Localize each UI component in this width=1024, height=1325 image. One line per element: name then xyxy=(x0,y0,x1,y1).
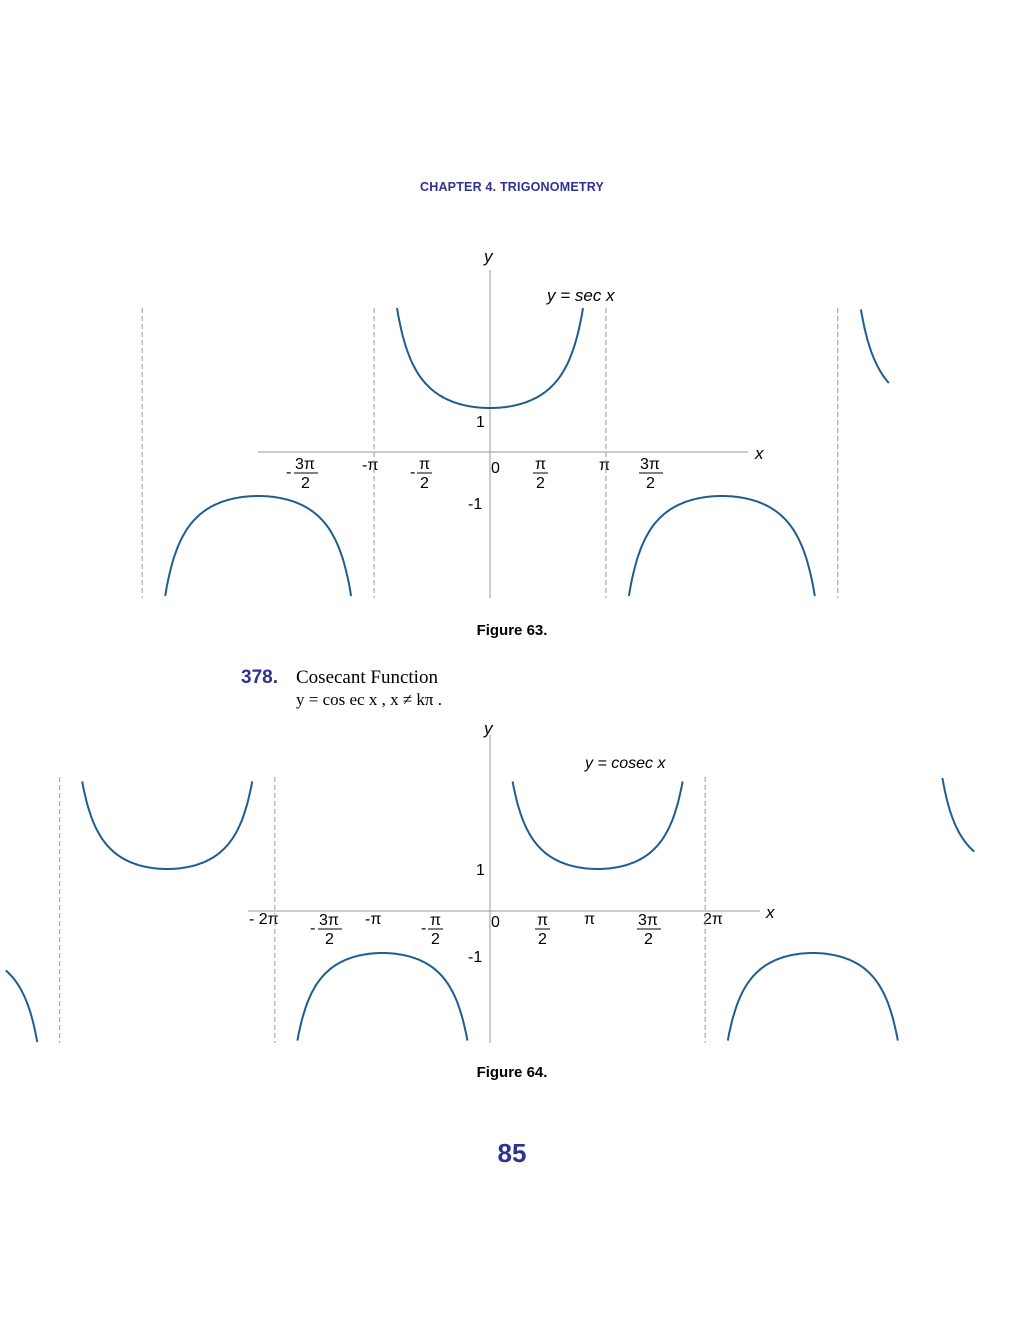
tick-minus-three-pi-over-2 xyxy=(310,912,342,948)
svg-text:-: - xyxy=(421,920,427,937)
sec-branch xyxy=(861,309,889,383)
svg-text:2: 2 xyxy=(325,931,334,948)
cosec-branch xyxy=(513,781,683,869)
tick-pi: π xyxy=(599,457,611,474)
svg-text:2: 2 xyxy=(420,475,429,492)
tick-zero: 0 xyxy=(491,914,500,931)
tick-minus-pi-over-2 xyxy=(421,912,443,948)
tick-minus-pi: -π xyxy=(365,911,382,928)
tick-pi-over-2 xyxy=(535,912,550,948)
svg-text:2: 2 xyxy=(536,475,545,492)
tick-pi: π xyxy=(584,911,596,928)
svg-text:π: π xyxy=(535,456,547,473)
svg-text:-: - xyxy=(286,464,292,481)
svg-text:π: π xyxy=(430,912,442,929)
tick-three-pi-over-2 xyxy=(637,912,661,948)
x-axis-label: x xyxy=(766,903,775,922)
svg-text:-: - xyxy=(310,920,316,937)
section-title: Cosecant Function xyxy=(296,667,438,688)
cosec-graph xyxy=(0,705,1024,1055)
sec-branch xyxy=(629,496,815,596)
tick-minus-one: -1 xyxy=(468,949,483,966)
figure-64-caption: Figure 64. xyxy=(476,1064,548,1081)
tick-pi-over-2 xyxy=(533,456,548,492)
tick-minus-pi: -π xyxy=(362,457,379,474)
tick-two-pi: 2π xyxy=(703,911,723,928)
sec-graph xyxy=(0,230,1024,610)
svg-text:π: π xyxy=(537,912,549,929)
y-axis-label: y xyxy=(484,247,493,266)
sec-branch xyxy=(165,496,351,596)
cosec-branch xyxy=(942,778,974,852)
svg-text:3π: 3π xyxy=(640,456,660,473)
svg-text:3π: 3π xyxy=(295,456,315,473)
function-label: y = sec x xyxy=(547,286,615,305)
svg-text:3π: 3π xyxy=(319,912,339,929)
svg-text:2: 2 xyxy=(431,931,440,948)
svg-text:2: 2 xyxy=(301,475,310,492)
tick-zero: 0 xyxy=(491,460,500,477)
chapter-header: CHAPTER 4. TRIGONOMETRY xyxy=(419,180,604,194)
x-axis-label: x xyxy=(755,444,764,463)
svg-text:3π: 3π xyxy=(638,912,658,929)
svg-text:2: 2 xyxy=(538,931,547,948)
tick-minus-two-pi: - 2π xyxy=(249,911,279,928)
tick-minus-one: -1 xyxy=(468,496,483,513)
figure-63-caption: Figure 63. xyxy=(476,622,548,639)
function-label: y = cosec x xyxy=(585,755,666,772)
cosec-branch xyxy=(82,781,252,869)
y-axis-label: y xyxy=(484,719,493,738)
tick-minus-pi-over-2 xyxy=(410,456,432,492)
page-number: 85 xyxy=(497,1138,527,1168)
svg-text:-: - xyxy=(410,464,416,481)
section-formula: y = cos ec x , x ≠ kπ . xyxy=(296,690,443,709)
tick-minus-three-pi-over-2 xyxy=(286,456,318,492)
tick-one: 1 xyxy=(476,414,485,431)
svg-text:π: π xyxy=(419,456,431,473)
svg-text:2: 2 xyxy=(644,931,653,948)
section-number: 378. xyxy=(241,667,278,688)
svg-text:2: 2 xyxy=(646,475,655,492)
tick-three-pi-over-2 xyxy=(639,456,663,492)
tick-one: 1 xyxy=(476,862,485,879)
cosec-branch xyxy=(728,953,898,1041)
cosec-branch xyxy=(6,970,38,1042)
cosec-branch xyxy=(297,953,467,1041)
